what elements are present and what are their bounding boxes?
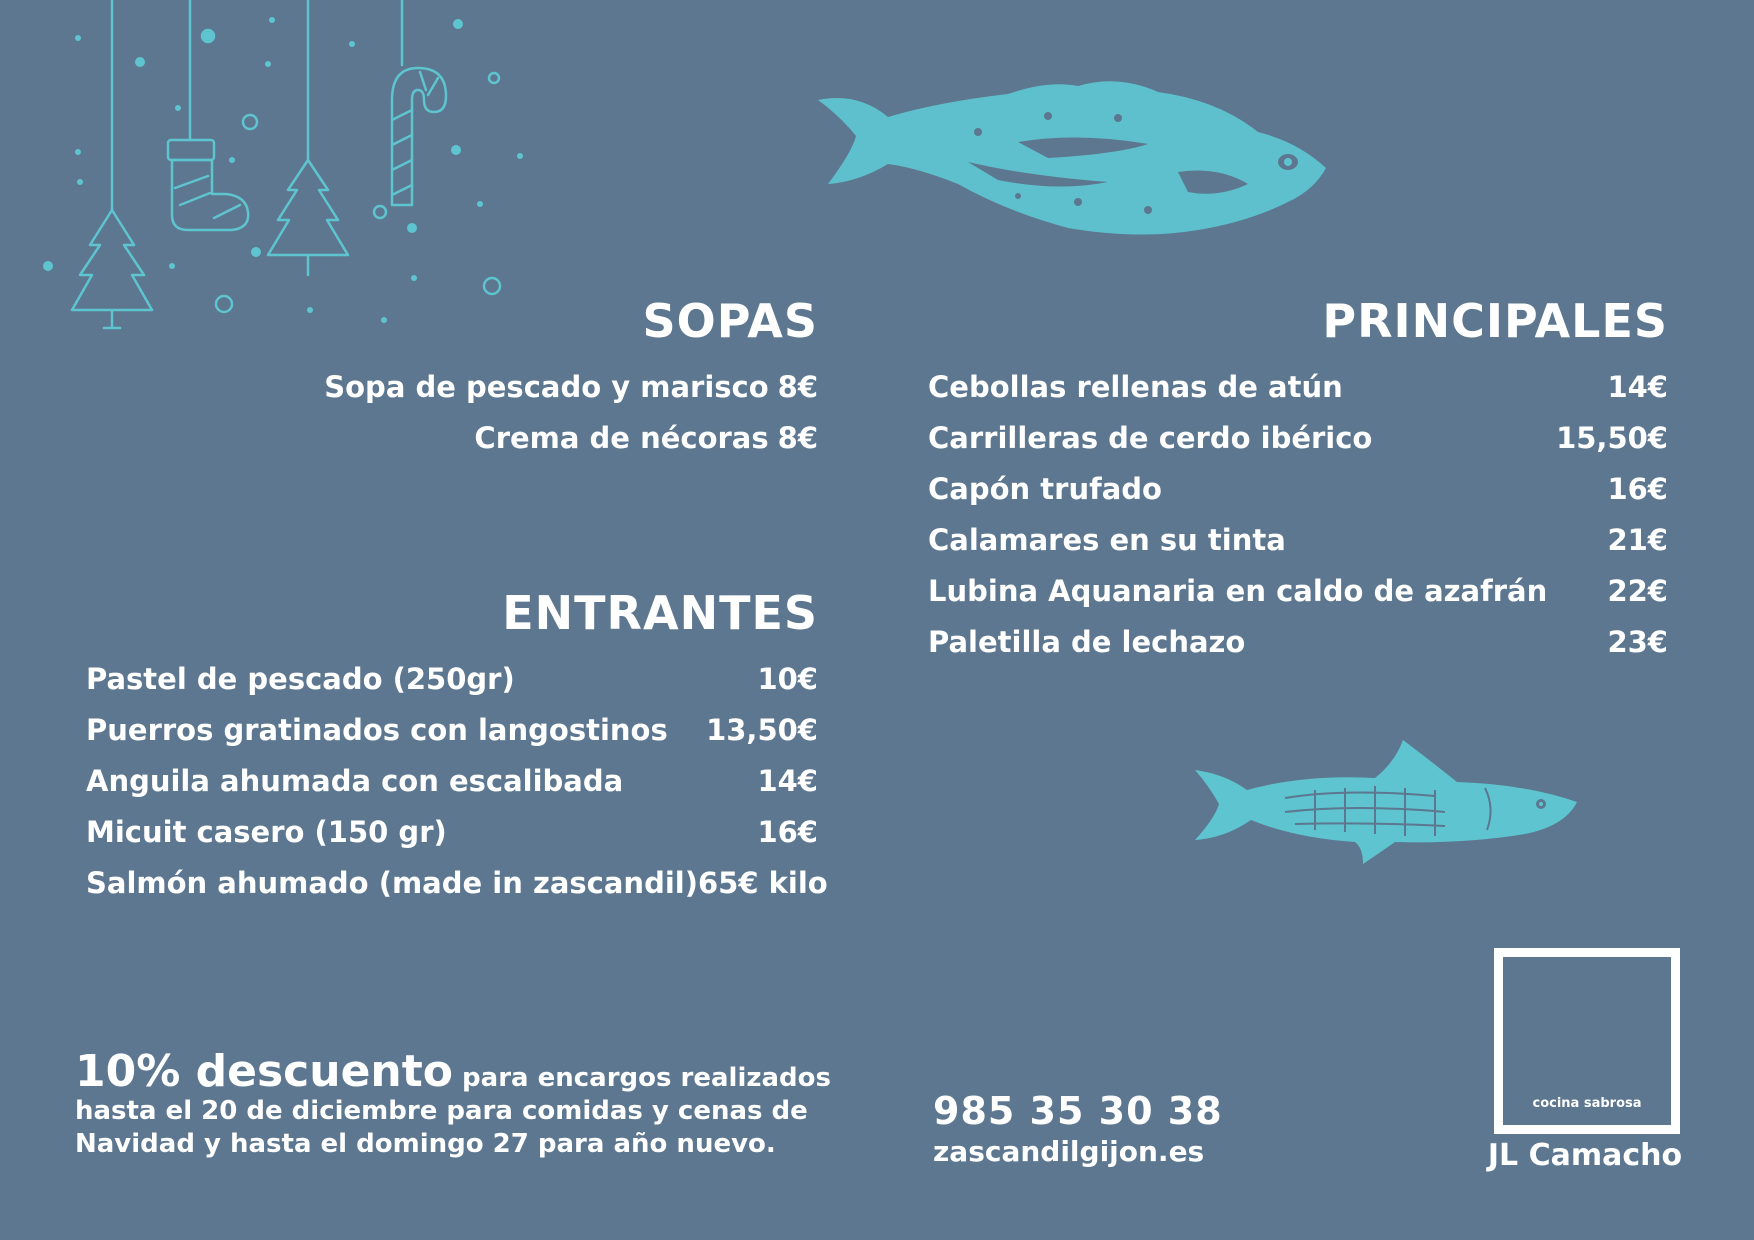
website-link[interactable]: zascandilgijon.es (933, 1135, 1205, 1168)
menu-item-price: 23€ (1607, 625, 1668, 659)
menu-item-price: 15,50€ (1556, 421, 1668, 455)
menu-item-name: Capón trufado (928, 472, 1162, 506)
menu-item (86, 705, 818, 756)
menu-item (928, 413, 1668, 464)
sopas-section (300, 294, 818, 464)
menu-item-name: Anguila ahumada con escalibada (86, 764, 624, 798)
phone-number[interactable]: 985 35 30 38 (933, 1089, 1223, 1133)
menu-item-price: 14€ (1607, 370, 1668, 404)
menu-item-name: Carrilleras de cerdo ibérico (928, 421, 1373, 455)
menu-item-name: Puerros gratinados con langostinos (86, 713, 668, 747)
menu-item (928, 566, 1668, 617)
menu-item-price: 16€ (757, 815, 818, 849)
promo-line-1: para encargos realizados (453, 1063, 832, 1093)
promo-text (75, 1046, 855, 1161)
menu-item-price: 8€ (777, 421, 818, 455)
menu-item-name: Pastel de pescado (250gr) (86, 662, 515, 696)
menu-item-name: Salmón ahumado (made in zascandil) (86, 866, 698, 900)
menu-item-name: Sopa de pescado y marisco (324, 370, 769, 404)
menu-item-name: Crema de nécoras (474, 421, 769, 455)
entrantes-title: ENTRANTES (502, 586, 818, 640)
fish-small-icon (1195, 738, 1580, 868)
christmas-ornaments (0, 0, 560, 340)
logo-tagline: cocina sabrosa (1532, 1096, 1642, 1111)
ornament-tree-icon (72, 0, 152, 328)
menu-item-price: 8€ (777, 370, 818, 404)
promo-line-2: hasta el 20 de diciembre para comidas y cenas de (75, 1096, 808, 1126)
menu-item-name: Micuit casero (150 gr) (86, 815, 447, 849)
logo (1494, 948, 1680, 1134)
menu-item-name: Cebollas rellenas de atún (928, 370, 1343, 404)
menu-item (86, 756, 818, 807)
menu-item (928, 515, 1668, 566)
menu-item-price: 65€ kilo (697, 866, 828, 900)
menu-item-price: 21€ (1607, 523, 1668, 557)
menu-item-name: Lubina Aquanaria en caldo de azafrán (928, 574, 1548, 608)
menu-item-price: 10€ (757, 662, 818, 696)
ornament-tree-icon (268, 0, 348, 275)
principales-title: PRINCIPALES (1322, 294, 1668, 348)
menu-item (300, 362, 818, 413)
menu-item-price: 22€ (1607, 574, 1668, 608)
menu-item (86, 807, 818, 858)
menu-item (928, 617, 1668, 668)
menu-item (300, 413, 818, 464)
menu-item (86, 858, 828, 909)
menu-item-price: 13,50€ (706, 713, 818, 747)
promo-headline: 10% descuento (75, 1046, 453, 1097)
contact-info (933, 1088, 1223, 1170)
sopas-title: SOPAS (642, 294, 818, 348)
fish-large-icon (818, 72, 1330, 242)
brand-name: JL Camacho (1487, 1138, 1683, 1173)
candy-cane-icon (392, 0, 446, 205)
menu-item-price: 14€ (757, 764, 818, 798)
principales-section (928, 294, 1668, 668)
menu-item (86, 654, 818, 705)
menu-item-name: Calamares en su tinta (928, 523, 1286, 557)
menu-item (928, 464, 1668, 515)
promo-line-3: Navidad y hasta el domingo 27 para año nuevo. (75, 1129, 776, 1159)
snowflake-dots (43, 17, 523, 323)
menu-item-price: 16€ (1607, 472, 1668, 506)
menu-item (928, 362, 1668, 413)
entrantes-section (86, 586, 828, 909)
menu-item-name: Paletilla de lechazo (928, 625, 1246, 659)
